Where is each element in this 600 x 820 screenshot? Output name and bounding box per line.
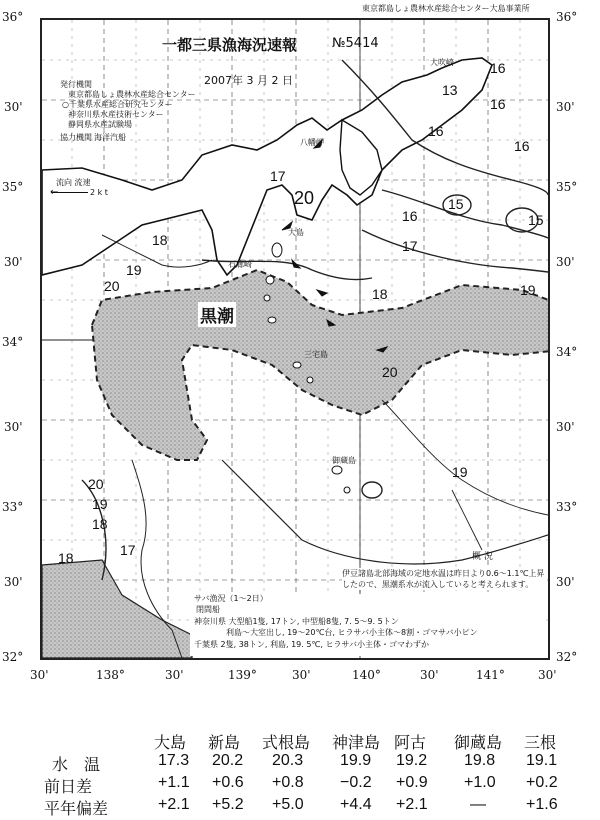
place-label: 八幡岬 [300,138,324,147]
table-header-row [44,730,584,752]
table-cell: +0.8 [272,774,304,791]
lon-tick: 30' [420,668,439,682]
place-label: 三宅島 [304,350,328,359]
table-cell: 19.8 [464,752,496,769]
place-label: 大吹崎 [430,58,454,67]
table-row [44,774,584,796]
lat-tick: 34° [556,345,578,359]
lat-tick: 32° [556,650,578,664]
flow-legend-label: 流向 流速 [56,178,91,187]
lat-tick: 33° [2,500,24,514]
kuroshio-south-shade [42,560,192,658]
issuers-label: 発行機関 [60,80,92,89]
isotherm-label: 16 [402,208,418,224]
lat-tick: 30' [4,575,23,589]
lon-tick: 139° [228,668,257,682]
kuroshio-band [92,270,548,460]
isotherm-label: 15 [448,196,464,212]
lat-tick: 35° [556,180,578,194]
lat-tick: 30' [556,100,575,114]
table-cell: +0.6 [212,774,244,791]
lon-tick: 30' [292,668,311,682]
top-right-credit: 東京都島しょ農林水産総合センター大島事業所 [362,4,530,13]
lat-tick: 30' [556,420,575,434]
table-cell: +1.0 [464,774,496,791]
row-label: 前日差 [44,779,93,796]
table-cell: 17.3 [158,752,190,769]
isotherm-label: 16 [514,138,530,154]
lat-tick: 35° [2,180,24,194]
isotherm-label: 16 [490,96,506,112]
isotherm-label: 16 [490,60,506,76]
isotherm-label: 18 [92,516,108,532]
table-cell: — [470,796,486,813]
isotherm-label: 20 [104,278,120,294]
lat-tick: 30' [4,100,23,114]
lon-tick: 141° [476,668,505,682]
lat-tick: 30' [4,420,23,434]
coop-value: 海洋汽船 [94,133,126,142]
table-cell: 19.9 [340,752,372,769]
row-label: 水 温 [52,757,101,774]
table-cell: 19.1 [526,752,558,769]
issuer-line: ○千葉県水産総合研究センター [62,100,173,109]
report-title: 一都三県漁海況速報 [162,36,298,54]
saba-sub: 閉間船 [196,605,220,614]
place-label: 御蔵島 [332,456,356,465]
lon-tick: 140° [352,668,381,682]
place-label: 大島 [288,228,304,237]
lat-tick: 30' [556,255,575,269]
lat-tick: 30' [4,255,23,269]
table-cell: +1.6 [526,796,558,813]
lat-tick: 33° [556,500,578,514]
saba-chiba: 千葉県 2隻, 38トン, 利島, 19. 5℃, ヒラサバ小主体・ゴマわずか [194,640,430,649]
isotherm-label: 18 [372,286,388,302]
lat-tick: 34° [2,335,24,349]
table-row [44,796,584,818]
isotherm-label: 19 [126,262,142,278]
isotherm-label: 16 [428,123,444,139]
table-cell: +4.4 [340,796,372,813]
isotherm-label: 20 [88,476,104,492]
water-temp-table [44,730,584,818]
isotherm-label: 18 [58,550,74,566]
table-cell: +1.1 [158,774,190,791]
saba-box [190,594,545,656]
saba-title: サバ漁況（1～2日） [194,594,268,603]
lat-tick: 32° [2,650,24,664]
issuer-line: 静岡県水産試験場 [68,120,132,129]
flow-legend-speed: 2 k t [90,188,108,197]
saba-kanagawa-2: 利島～大室出し, 19～20℃台, ヒラサバ小主体～8割・ゴマサバ小ピン [226,628,478,637]
saba-kanagawa: 神奈川県 大型船1隻, 17トン, 中型船8隻, 7. 5～9. 5トン [194,617,399,626]
table-cell: 20.3 [272,752,304,769]
table-cell: +0.2 [526,774,558,791]
issuer-line: 神奈川県水産技術センター [68,110,164,119]
lon-tick: 30' [30,668,49,682]
place-label: 石廊崎 [228,260,252,269]
arrowhead-icon: ← [50,187,59,198]
isotherm-label: 19 [92,496,108,512]
isotherm-label: 17 [120,542,136,558]
isotherm-label: 19 [452,464,468,480]
table-cell: 20.2 [212,752,244,769]
column-header: 御蔵島 [454,735,503,752]
table-cell: 19.2 [396,752,428,769]
table-cell: +2.1 [396,796,428,813]
table-cell: +2.1 [158,796,190,813]
note-title: 概 況 [472,552,493,562]
column-header: 神津島 [332,735,381,752]
isotherm-label: 13 [442,82,458,98]
column-header: 新島 [208,735,241,752]
isotherm-label: 18 [152,232,168,248]
kuroshio-label: 黒潮 [198,302,236,327]
lat-tick: 36° [556,10,578,24]
isotherm-label: 17 [270,168,286,184]
column-header: 三根 [524,735,557,752]
isotherm-label: 17 [402,238,418,254]
table-cell: +5.2 [212,796,244,813]
column-header: 大島 [154,735,187,752]
row-label: 平年偏差 [44,801,109,818]
table-cell: +0.9 [396,774,428,791]
coop-label: 協力機関 [60,133,92,142]
column-header: 式根島 [262,735,311,752]
isotherm-label: 20 [294,188,315,208]
overview-note: 伊豆諸島北部海域の定地水温は昨日より0.6～1.1℃上昇したので、黒潮系水が流入していると考えられます。 [342,568,547,590]
map-frame [40,18,550,660]
issuer-line: 東京都島しょ農林水産総合センター [68,90,196,99]
lat-tick: 36° [2,10,24,24]
isotherm-label: 19 [520,282,536,298]
report-date: 2007年 3 月 2 日 [204,74,293,87]
report-number: №5414 [332,36,379,51]
column-header: 阿古 [394,735,427,752]
lon-tick: 30' [165,668,184,682]
lon-tick: 30' [538,668,557,682]
lon-tick: 138° [96,668,125,682]
isotherm-label: 20 [382,364,398,380]
table-row [44,752,584,774]
table-cell: −0.2 [340,774,372,791]
table-cell: +5.0 [272,796,304,813]
isotherm-label: 15 [528,212,544,228]
lat-tick: 30' [556,575,575,589]
